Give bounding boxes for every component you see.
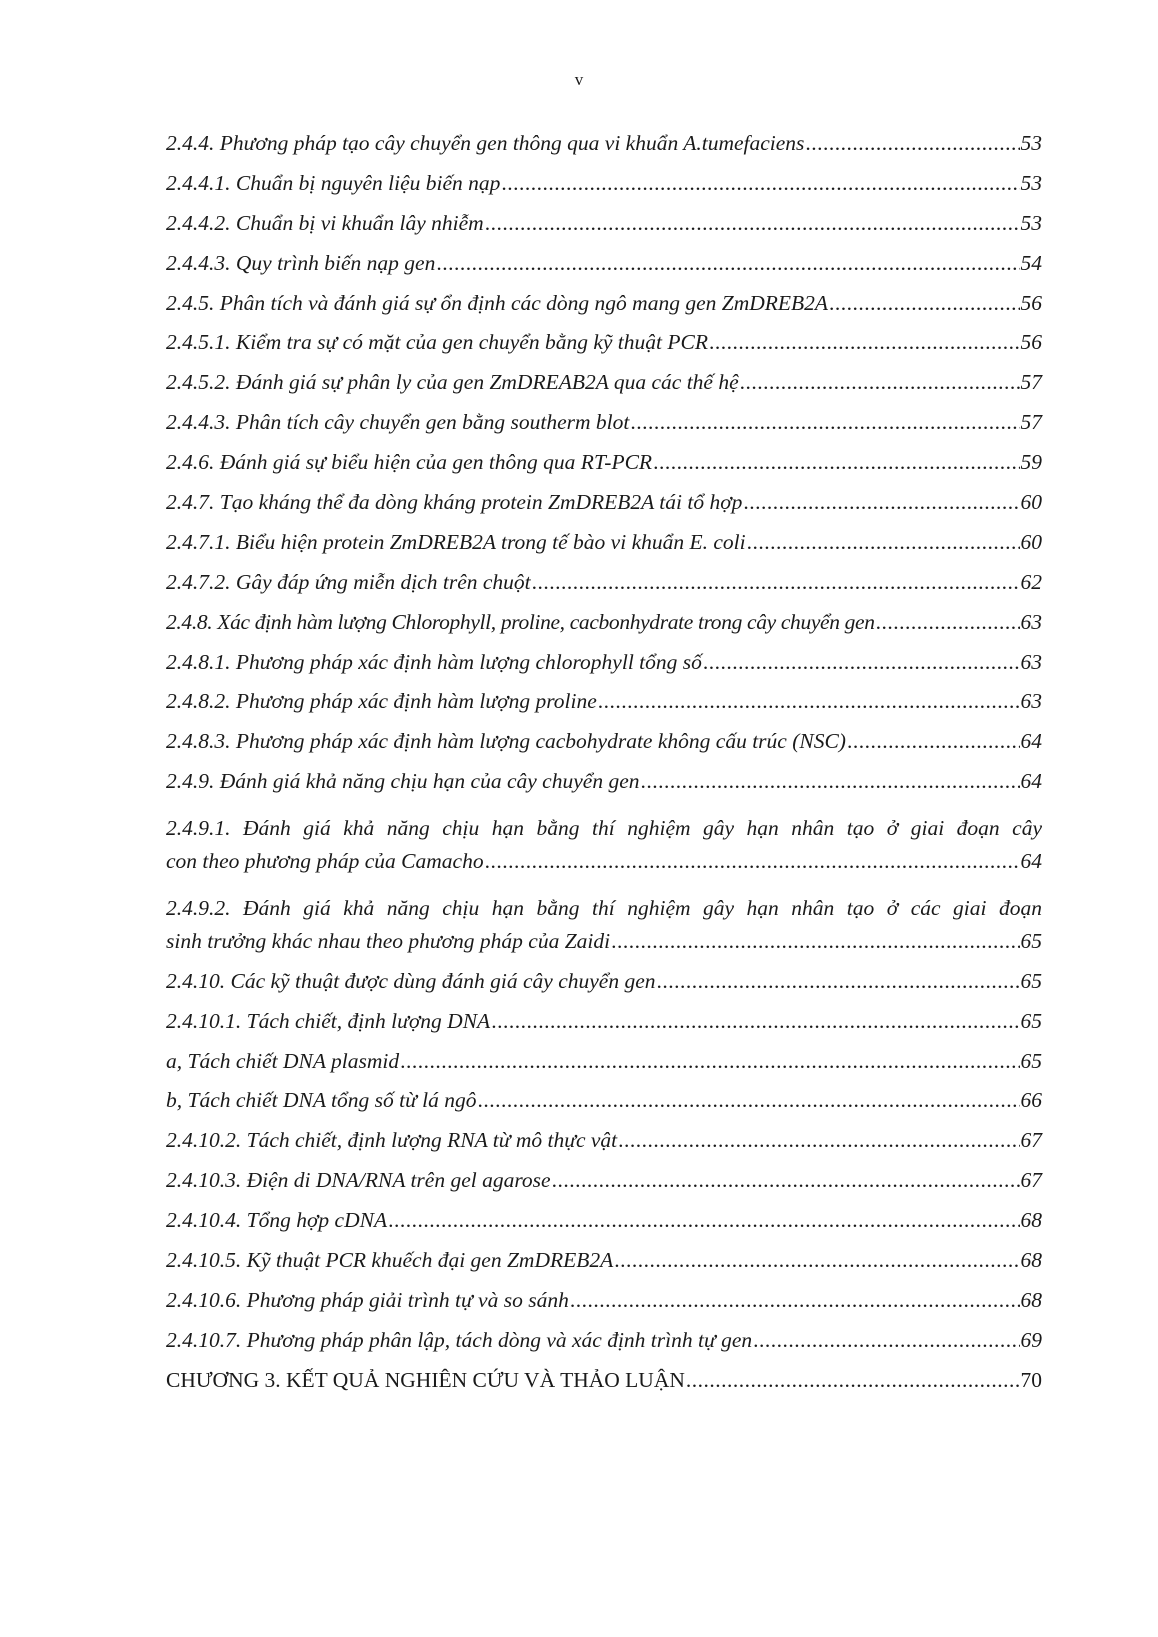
toc-entry-page: 65 bbox=[1020, 1008, 1042, 1033]
toc-dot-leader bbox=[805, 131, 1019, 156]
toc-dot-leader bbox=[598, 689, 1020, 714]
toc-entry-title: 2.4.10.5. Kỹ thuật PCR khuếch đại gen ZmDREB2A bbox=[166, 1247, 614, 1272]
toc-entry[interactable] bbox=[166, 610, 1042, 650]
toc-entry-page: 65 bbox=[1020, 1048, 1042, 1073]
toc-entry-page: 56 bbox=[1020, 290, 1042, 315]
toc-dot-leader bbox=[657, 969, 1020, 994]
toc-dot-leader bbox=[640, 769, 1019, 794]
toc-entry-page: 63 bbox=[1020, 609, 1042, 634]
toc-entry-title-line1: 2.4.9.1. Đánh giá khả năng chịu hạn bằng thí nghiệm gây hạn nhân tạo ở giai đoạn cây bbox=[166, 816, 1042, 841]
toc-entry[interactable] bbox=[166, 729, 1042, 769]
toc-chapter-title: CHƯƠNG 3. KẾT QUẢ NGHIÊN CỨU VÀ THẢO LUẬN bbox=[166, 1367, 685, 1392]
page-number: v bbox=[574, 70, 584, 89]
toc-entry-title: 2.4.4.3. Quy trình biến nạp gen bbox=[166, 250, 436, 275]
toc-entry-wrapped[interactable] bbox=[166, 889, 1042, 969]
toc-entry-page: 66 bbox=[1020, 1088, 1042, 1113]
toc-dot-leader bbox=[614, 1248, 1019, 1273]
toc-entry-page: 68 bbox=[1020, 1247, 1042, 1272]
toc-entry-title: 2.4.8.1. Phương pháp xác định hàm lượng chlorophyll tổng số bbox=[166, 649, 702, 674]
toc-entry-page: 56 bbox=[1020, 330, 1042, 355]
toc-entry[interactable] bbox=[166, 769, 1042, 809]
toc-entry[interactable] bbox=[166, 410, 1042, 450]
toc-entry-title: 2.4.10.7. Phương pháp phân lập, tách dòng và xác định trình tự gen bbox=[166, 1327, 753, 1352]
toc-dot-leader bbox=[485, 211, 1020, 236]
toc-dot-leader bbox=[491, 1009, 1019, 1034]
toc-dot-leader bbox=[747, 530, 1020, 555]
toc-entry-title: 2.4.10.1. Tách chiết, định lượng DNA bbox=[166, 1008, 491, 1033]
toc-dot-leader bbox=[436, 251, 1019, 276]
toc-entry[interactable] bbox=[166, 291, 1042, 331]
toc-entry-title: 2.4.10.6. Phương pháp giải trình tự và so sánh bbox=[166, 1287, 569, 1312]
toc-dot-leader bbox=[552, 1168, 1020, 1193]
toc-entry-page: 67 bbox=[1020, 1128, 1042, 1153]
toc-entry-title: 2.4.10.4. Tổng hợp cDNA bbox=[166, 1208, 388, 1233]
toc-dot-leader bbox=[630, 410, 1019, 435]
toc-entry[interactable] bbox=[166, 370, 1042, 410]
toc-entry[interactable] bbox=[166, 1009, 1042, 1049]
table-of-contents bbox=[166, 131, 1042, 1408]
toc-dot-leader bbox=[653, 450, 1019, 475]
toc-dot-leader bbox=[847, 729, 1020, 754]
toc-entry[interactable] bbox=[166, 969, 1042, 1009]
toc-entry-page: 69 bbox=[1020, 1327, 1042, 1352]
toc-entry-wrapped[interactable] bbox=[166, 809, 1042, 889]
toc-entry-title: 2.4.9. Đánh giá khả năng chịu hạn của cây chuyển gen bbox=[166, 769, 640, 794]
toc-entry-page: 60 bbox=[1020, 529, 1042, 554]
toc-dot-leader bbox=[532, 570, 1020, 595]
toc-dot-leader bbox=[501, 171, 1019, 196]
toc-entry[interactable] bbox=[166, 1128, 1042, 1168]
toc-dot-leader bbox=[611, 929, 1019, 954]
toc-entry-page: 62 bbox=[1020, 569, 1042, 594]
toc-entry-title: 2.4.4.2. Chuẩn bị vi khuẩn lây nhiễm bbox=[166, 210, 484, 235]
toc-entry-page: 68 bbox=[1020, 1208, 1042, 1233]
toc-entry[interactable] bbox=[166, 1049, 1042, 1089]
toc-entry-page: 65 bbox=[1020, 928, 1042, 953]
toc-entry-title: 2.4.4.1. Chuẩn bị nguyên liệu biến nạp bbox=[166, 170, 501, 195]
toc-entry-page: 63 bbox=[1020, 649, 1042, 674]
toc-dot-leader bbox=[753, 1328, 1019, 1353]
toc-entry-title: 2.4.10. Các kỹ thuật được dùng đánh giá cây chuyển gen bbox=[166, 968, 656, 993]
toc-entry[interactable] bbox=[166, 650, 1042, 690]
toc-entry[interactable] bbox=[166, 131, 1042, 171]
toc-entry-page: 60 bbox=[1020, 490, 1042, 515]
toc-dot-leader bbox=[570, 1288, 1020, 1313]
toc-entry[interactable] bbox=[166, 530, 1042, 570]
toc-dot-leader bbox=[485, 849, 1020, 874]
toc-entry-title-line2: sinh trưởng khác nhau theo phương pháp của Zaidi bbox=[166, 928, 611, 953]
toc-entry[interactable] bbox=[166, 1168, 1042, 1208]
toc-entry[interactable] bbox=[166, 1208, 1042, 1248]
toc-entry[interactable] bbox=[166, 570, 1042, 610]
toc-entry[interactable] bbox=[166, 450, 1042, 490]
toc-entry-page: 53 bbox=[1020, 170, 1042, 195]
toc-entry-title: 2.4.5.2. Đánh giá sự phân ly của gen ZmDREAB2A qua các thế hệ bbox=[166, 370, 739, 395]
toc-dot-leader bbox=[686, 1368, 1020, 1393]
toc-dot-leader bbox=[400, 1049, 1019, 1074]
toc-entry-title: 2.4.5. Phân tích và đánh giá sự ổn định các dòng ngô mang gen ZmDREB2A bbox=[166, 290, 829, 315]
toc-entry[interactable] bbox=[166, 330, 1042, 370]
toc-entry-title: b, Tách chiết DNA tổng số từ lá ngô bbox=[166, 1088, 477, 1113]
toc-entry-title: 2.4.4. Phương pháp tạo cây chuyển gen thông qua vi khuẩn A.tumefaciens bbox=[166, 131, 805, 155]
toc-entry-title: a, Tách chiết DNA plasmid bbox=[166, 1048, 400, 1073]
toc-entry-title: 2.4.5.1. Kiểm tra sự có mặt của gen chuyển bằng kỹ thuật PCR bbox=[166, 330, 708, 355]
toc-dot-leader bbox=[709, 330, 1020, 355]
toc-entry[interactable] bbox=[166, 1248, 1042, 1288]
toc-chapter-page: 70 bbox=[1020, 1367, 1042, 1392]
toc-entry[interactable] bbox=[166, 171, 1042, 211]
toc-entry[interactable] bbox=[166, 1328, 1042, 1368]
toc-entry-page: 67 bbox=[1020, 1168, 1042, 1193]
toc-dot-leader bbox=[829, 291, 1019, 316]
toc-entry-page: 59 bbox=[1020, 450, 1042, 475]
toc-entry-title: 2.4.7. Tạo kháng thể đa dòng kháng protein ZmDREB2A tái tổ hợp bbox=[166, 490, 743, 515]
toc-entry-page: 63 bbox=[1020, 689, 1042, 714]
toc-dot-leader bbox=[703, 650, 1020, 675]
toc-entry-title: 2.4.8.2. Phương pháp xác định hàm lượng proline bbox=[166, 689, 597, 714]
toc-entry-title: 2.4.7.2. Gây đáp ứng miễn dịch trên chuột bbox=[166, 569, 531, 594]
toc-entry[interactable] bbox=[166, 689, 1042, 729]
toc-entry[interactable] bbox=[166, 490, 1042, 530]
toc-entry-title-line1: 2.4.9.2. Đánh giá khả năng chịu hạn bằng thí nghiệm gây hạn nhân tạo ở các giai đoạn bbox=[166, 895, 1042, 920]
toc-entry-title: 2.4.6. Đánh giá sự biểu hiện của gen thông qua RT-PCR bbox=[166, 450, 653, 475]
toc-entry-page: 68 bbox=[1020, 1287, 1042, 1312]
toc-entry[interactable] bbox=[166, 211, 1042, 251]
toc-dot-leader bbox=[743, 490, 1019, 515]
toc-entry-page: 57 bbox=[1020, 410, 1042, 435]
toc-entry[interactable] bbox=[166, 1288, 1042, 1328]
toc-entry[interactable] bbox=[166, 1088, 1042, 1128]
toc-dot-leader bbox=[740, 370, 1020, 395]
toc-entry-page: 64 bbox=[1020, 849, 1042, 874]
toc-entry-title: 2.4.4.3. Phân tích cây chuyển gen bằng southerm blot bbox=[166, 410, 630, 435]
toc-entry-page: 65 bbox=[1020, 968, 1042, 993]
toc-chapter-entry[interactable] bbox=[166, 1368, 1042, 1408]
toc-entry-page: 53 bbox=[1020, 131, 1042, 155]
toc-entry-page: 54 bbox=[1020, 250, 1042, 275]
toc-entry-title: 2.4.7.1. Biểu hiện protein ZmDREB2A trong tế bào vi khuẩn E. coli bbox=[166, 529, 746, 554]
toc-entry-page: 53 bbox=[1020, 210, 1042, 235]
toc-entry-title: 2.4.10.2. Tách chiết, định lượng RNA từ mô thực vật bbox=[166, 1128, 618, 1153]
toc-dot-leader bbox=[618, 1128, 1019, 1153]
toc-entry-page: 57 bbox=[1020, 370, 1042, 395]
toc-entry[interactable] bbox=[166, 251, 1042, 291]
toc-entry-page: 64 bbox=[1020, 769, 1042, 794]
toc-entry-title: 2.4.10.3. Điện di DNA/RNA trên gel agarose bbox=[166, 1168, 551, 1193]
toc-entry-title-line2: con theo phương pháp của Camacho bbox=[166, 849, 484, 874]
toc-dot-leader bbox=[388, 1208, 1019, 1233]
toc-entry-title: 2.4.8.3. Phương pháp xác định hàm lượng cacbohydrate không cấu trúc (NSC) bbox=[166, 729, 846, 754]
toc-dot-leader bbox=[876, 610, 1020, 635]
toc-dot-leader bbox=[478, 1088, 1020, 1113]
toc-entry-title: 2.4.8. Xác định hàm lượng Chlorophyll, proline, cacbonhydrate trong cây chuyển gen bbox=[166, 609, 875, 634]
toc-entry-page: 64 bbox=[1020, 729, 1042, 754]
